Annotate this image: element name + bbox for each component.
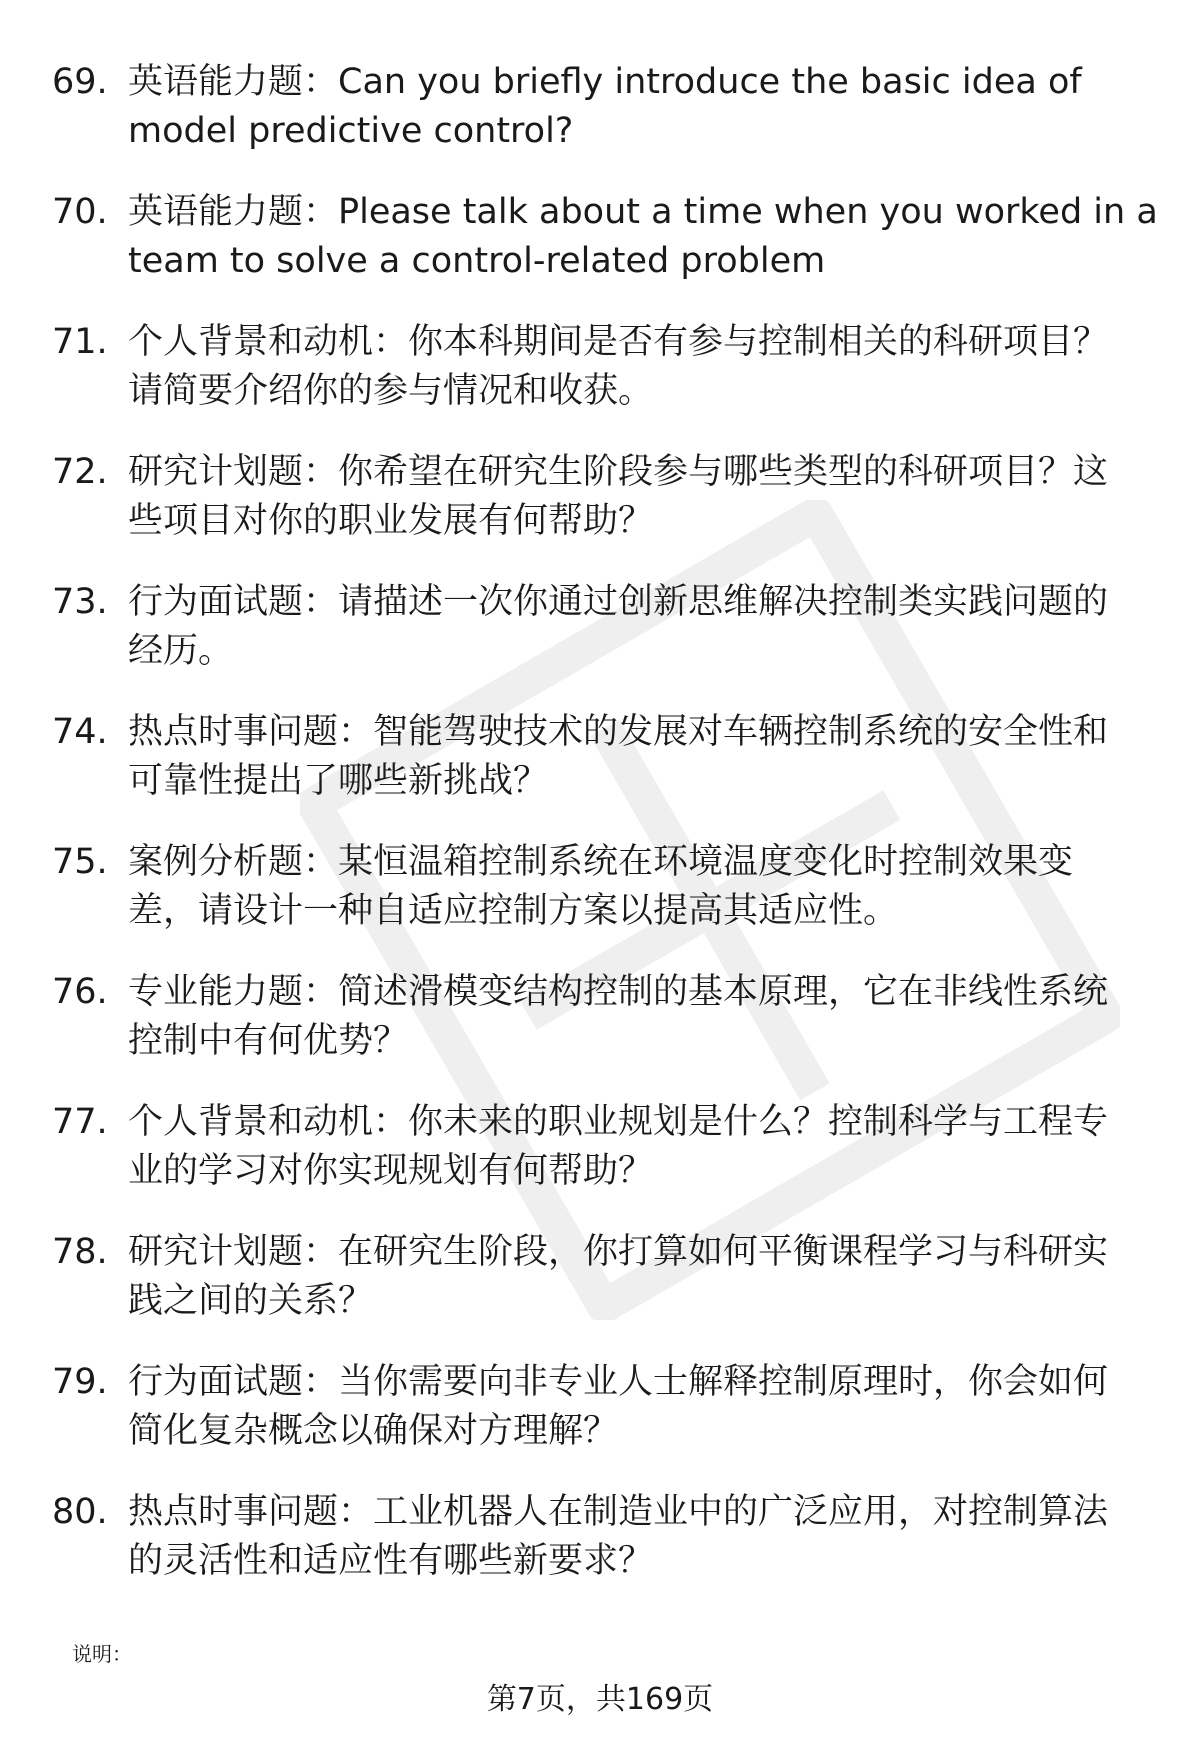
question-number: 77. xyxy=(52,1102,108,1142)
question-number: 78. xyxy=(52,1232,108,1272)
question-text xyxy=(128,838,1158,936)
question-text-line: 研究计划题：在研究生阶段，你打算如何平衡课程学习与科研实 xyxy=(128,1232,1109,1272)
question-text-line: 行为面试题：请描述一次你通过创新思维解决控制类实践问题的 xyxy=(128,582,1109,622)
question-number: 80. xyxy=(52,1492,108,1532)
question-number: 76. xyxy=(52,972,108,1012)
question-text-line: 英语能力题：Can you briefly introduce the basic idea of xyxy=(128,62,1082,102)
question-text-line: 可靠性提出了哪些新挑战？ xyxy=(128,761,549,801)
question-number: 71. xyxy=(52,322,108,362)
question-text-line: team to solve a control-related problem xyxy=(128,241,826,281)
question-number: 74. xyxy=(52,712,108,752)
question-text-line: 经历。 xyxy=(128,631,234,671)
question-number: 79. xyxy=(52,1362,108,1402)
question-text-line: 的灵活性和适应性有哪些新要求？ xyxy=(128,1541,654,1581)
question-text xyxy=(128,708,1158,806)
question-number: 75. xyxy=(52,842,108,882)
question-text xyxy=(128,968,1158,1066)
question-text-line: 专业能力题：简述滑模变结构控制的基本原理，它在非线性系统 xyxy=(128,972,1109,1012)
question-number: 69. xyxy=(52,62,108,102)
question-text xyxy=(128,1488,1158,1586)
question-text xyxy=(128,1358,1158,1456)
question-text xyxy=(128,578,1158,676)
question-text xyxy=(128,318,1158,416)
question-number: 72. xyxy=(52,452,108,492)
question-text-line: 业的学习对你实现规划有何帮助？ xyxy=(128,1151,654,1191)
question-text-line: 热点时事问题：工业机器人在制造业中的广泛应用，对控制算法 xyxy=(128,1492,1109,1532)
question-text-line: 控制中有何优势？ xyxy=(128,1021,409,1061)
question-text xyxy=(128,1098,1158,1196)
question-text-line: 简化复杂概念以确保对方理解？ xyxy=(128,1411,619,1451)
question-text-line: 差，请设计一种自适应控制方案以提高其适应性。 xyxy=(128,891,899,931)
question-text-line: 些项目对你的职业发展有何帮助？ xyxy=(128,501,654,541)
question-text-line: 行为面试题：当你需要向非专业人士解释控制原理时，你会如何 xyxy=(128,1362,1109,1402)
question-text xyxy=(128,188,1158,286)
question-text xyxy=(128,448,1158,546)
question-text xyxy=(128,1228,1158,1326)
question-text xyxy=(128,58,1158,156)
question-text-line: 热点时事问题：智能驾驶技术的发展对车辆控制系统的安全性和 xyxy=(128,712,1109,752)
question-number: 70. xyxy=(52,192,108,232)
question-text-line: 研究计划题：你希望在研究生阶段参与哪些类型的科研项目？这 xyxy=(128,452,1109,492)
question-text-line: 英语能力题：Please talk about a time when you worked in a xyxy=(128,192,1158,232)
question-text-line: 个人背景和动机：你本科期间是否有参与控制相关的科研项目？ xyxy=(128,322,1109,362)
question-text-line: 请简要介绍你的参与情况和收获。 xyxy=(128,371,654,411)
note-label: 说明： xyxy=(72,1642,132,1666)
page-number: 第7页，共169页 xyxy=(486,1682,714,1717)
question-number: 73. xyxy=(52,582,108,622)
question-text-line: 案例分析题：某恒温箱控制系统在环境温度变化时控制效果变 xyxy=(128,842,1074,882)
question-text-line: 个人背景和动机：你未来的职业规划是什么？控制科学与工程专 xyxy=(128,1102,1109,1142)
question-text-line: 践之间的关系？ xyxy=(128,1281,374,1321)
question-text-line: model predictive control? xyxy=(128,111,574,151)
